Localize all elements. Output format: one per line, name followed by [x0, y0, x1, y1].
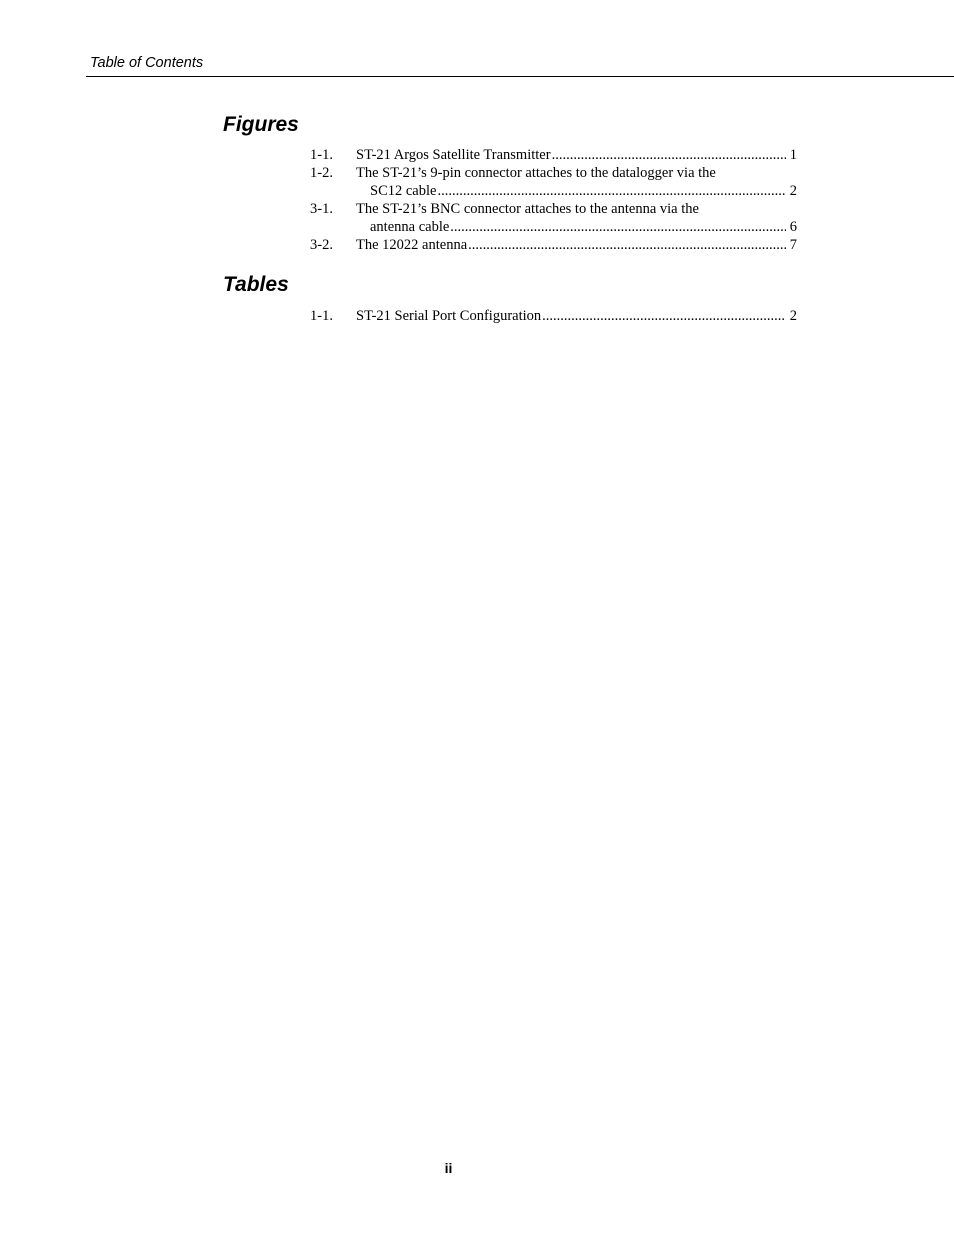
entry-number: 1-2.: [310, 165, 333, 181]
figure-entry-3-1[interactable]: [310, 200, 797, 236]
entry-title: The 12022 antenna: [356, 237, 468, 253]
figure-entry-1-1[interactable]: [310, 146, 797, 164]
figure-entry-1-2[interactable]: [310, 164, 797, 200]
entry-title: The ST-21’s BNC connector attaches to the antenna via the: [356, 201, 699, 217]
footer-page-number: ii: [444, 1160, 453, 1176]
header-rule: [86, 76, 954, 77]
dot-leader: [468, 236, 786, 254]
figure-entry-3-2[interactable]: [310, 236, 797, 254]
entry-page-number: 2: [789, 308, 797, 324]
entry-number: 1-1.: [310, 147, 333, 163]
entry-page-number: 7: [789, 237, 797, 253]
tables-list: [310, 307, 797, 325]
figures-list: [310, 146, 797, 254]
entry-number: 1-1.: [310, 308, 333, 324]
dot-leader: [450, 218, 785, 236]
entry-title: ST-21 Argos Satellite Transmitter: [356, 147, 551, 163]
entry-number: 3-1.: [310, 201, 333, 217]
running-header: Table of Contents: [90, 55, 204, 71]
entry-number: 3-2.: [310, 237, 333, 253]
dot-leader: [552, 146, 786, 164]
entry-title-continued: SC12 cable: [370, 183, 437, 199]
entry-page-number: 2: [789, 183, 797, 199]
entry-title: ST-21 Serial Port Configuration: [356, 308, 542, 324]
table-entry-1-1[interactable]: [310, 307, 797, 325]
dot-leader: [542, 307, 786, 325]
dot-leader: [437, 182, 785, 200]
figures-heading: Figures: [223, 113, 299, 136]
tables-heading: Tables: [223, 273, 289, 296]
entry-page-number: 6: [789, 219, 797, 235]
entry-page-number: 1: [789, 147, 797, 163]
entry-title-continued: antenna cable: [370, 219, 450, 235]
entry-title: The ST-21’s 9-pin connector attaches to the datalogger via the: [356, 165, 716, 181]
